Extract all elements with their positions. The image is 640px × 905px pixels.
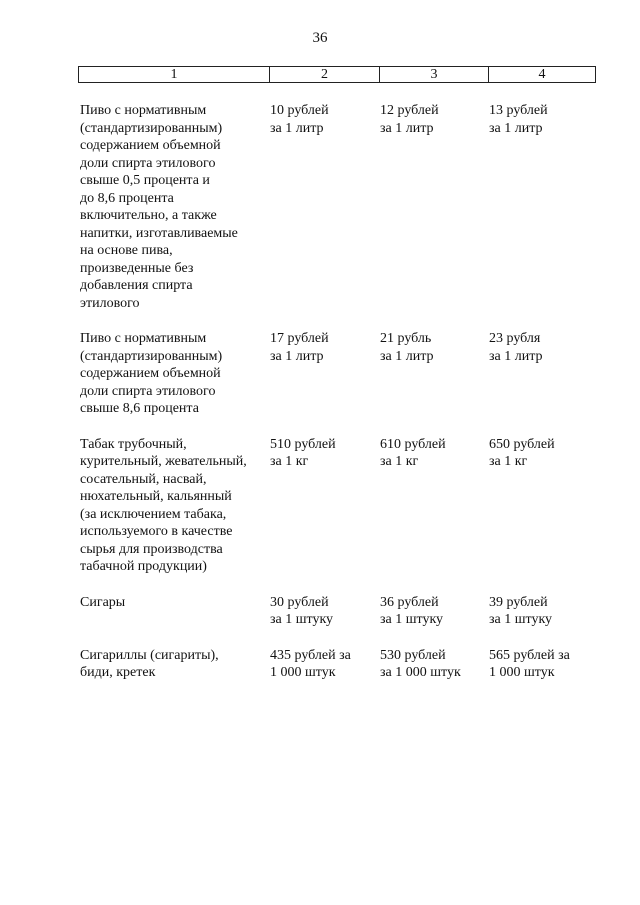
product-cell: Пиво с нормативным (стандартизированным) содержанием объемной доли спирта этилового свыше 8,6 процента <box>80 331 223 416</box>
rate-cell-col2: 435 рублей за 1 000 штук <box>270 647 351 680</box>
table-row <box>78 436 596 576</box>
column-header-2: 2 <box>269 67 379 82</box>
rate-cell-col4: 13 рублей за 1 литр <box>489 103 548 136</box>
column-header-1: 1 <box>170 67 178 82</box>
table-body <box>78 102 596 700</box>
rate-cell-col2: 10 рублей за 1 литр <box>270 103 329 136</box>
rate-cell-col3: 21 рубль за 1 литр <box>380 331 434 364</box>
rate-cell-col4: 23 рубля за 1 литр <box>489 331 543 364</box>
rate-cell-col3: 610 рублей за 1 кг <box>380 436 446 469</box>
rate-cell-col3: 530 рублей за 1 000 штук <box>380 647 461 680</box>
table-row <box>78 594 596 629</box>
rate-cell-col4: 565 рублей за 1 000 штук <box>489 647 570 680</box>
rate-cell-col3: 12 рублей за 1 литр <box>380 103 439 136</box>
table-row <box>78 330 596 418</box>
page-number: 36 <box>312 30 328 46</box>
product-cell: Табак трубочный, курительный, жевательный, сосательный, насвай, нюхательный, кальянный (за исключением табака, используемого в качестве сырья для производства табачной продукции) <box>80 436 247 574</box>
rate-cell-col2: 17 рублей за 1 литр <box>270 331 329 364</box>
product-cell: Сигары <box>80 594 126 610</box>
column-header-3: 3 <box>379 67 488 82</box>
product-cell: Пиво с нормативным (стандартизированным) содержанием объемной доли спирта этилового свыше 0,5 процента и до 8,6 процента включительно, а также напитки, изготавливаемые на основе пива, произведенные без добавления спирта этилового <box>80 103 238 311</box>
column-header-4: 4 <box>488 67 595 82</box>
table-header <box>78 66 596 83</box>
rate-cell-col2: 510 рублей за 1 кг <box>270 436 336 469</box>
rate-cell-col4: 39 рублей за 1 штуку <box>489 594 553 627</box>
rate-cell-col3: 36 рублей за 1 штуку <box>380 594 444 627</box>
rate-cell-col4: 650 рублей за 1 кг <box>489 436 555 469</box>
product-cell: Сигариллы (сигариты), биди, кретек <box>80 647 219 680</box>
table-row <box>78 647 596 682</box>
table-row <box>78 102 596 312</box>
rate-cell-col2: 30 рублей за 1 штуку <box>270 594 334 627</box>
